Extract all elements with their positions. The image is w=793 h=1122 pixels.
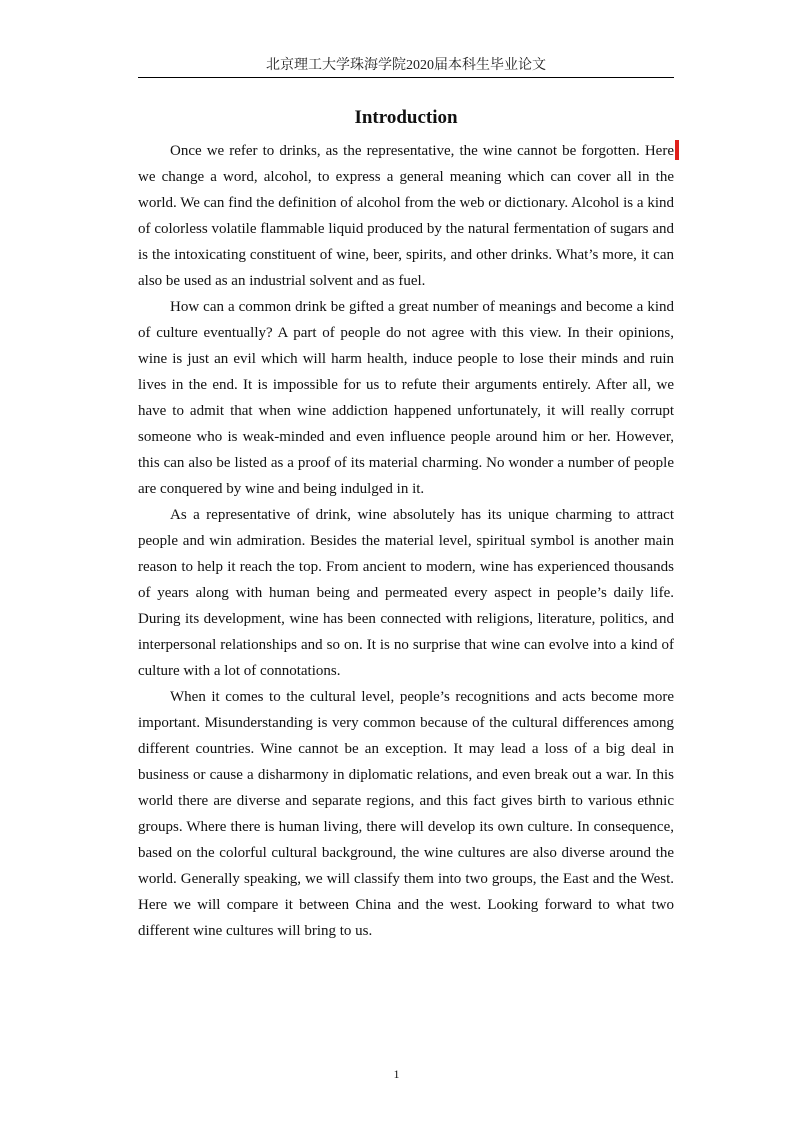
- page-number: 1: [393, 1067, 400, 1081]
- paragraph-2: How can a common drink be gifted a great number of meanings and become a kind of culture eventually? A part of people do not agree with this view. In their opinions, wine is just an evil which will harm health, induce people to lose their minds and ruin lives in the end. It is impossible for us to refute their arguments entirely. After all, we have to admit that when wine addiction happened unfortunately, it will really corrupt someone who is weak-minded and even influence people around him or her. However, this can also be listed as a proof of its material charming. No wonder a number of people are conquered by wine and being indulged in it.: [138, 299, 674, 497]
- body-text: [138, 138, 674, 944]
- paragraph-3: As a representative of drink, wine absolutely has its unique charming to attract people and win admiration. Besides the material level, spiritual symbol is another main reason to help it reach the top. From ancient to modern, wine has experienced thousands of years along with human being and permeated every aspect in people’s daily life. During its development, wine has been connected with religions, literature, politics, and interpersonal relationships and so on. It is no surprise that wine can evolve into a kind of culture with a lot of connotations.: [138, 507, 674, 679]
- running-header: 北京理工大学珠海学院2020届本科生毕业论文: [266, 58, 546, 73]
- paragraph-4: When it comes to the cultural level, people’s recognitions and acts become more important. Misunderstanding is very common because of the cultural differences among different countries. Wine cannot be an exception. It may lead a loss of a big deal in business or cause a disharmony in diplomatic relations, and even break out a war. In this world there are diverse and separate regions, and this fact gives birth to various ethnic groups. Where there is human living, there will develop its own culture. In consequence, based on the colorful cultural background, the wine cultures are also diverse around the world. Generally speaking, we will classify them into two groups, the East and the West. Here we will compare it between China and the west. Looking forward to what two different wine cultures will bring to us.: [138, 689, 674, 939]
- text-cursor-marker: [675, 140, 679, 160]
- paragraph-1: Once we refer to drinks, as the representative, the wine cannot be forgotten. Here we change a word, alcohol, to express a general meaning which can cover all in the world. We can find the definition of alcohol from the web or dictionary. Alcohol is a kind of colorless volatile flammable liquid produced by the natural fermentation of sugars and is the intoxicating constituent of wine, beer, spirits, and other drinks. What’s more, it can also be used as an industrial solvent and as fuel.: [138, 143, 674, 289]
- section-title: Introduction: [354, 107, 458, 128]
- header-rule: [138, 77, 674, 78]
